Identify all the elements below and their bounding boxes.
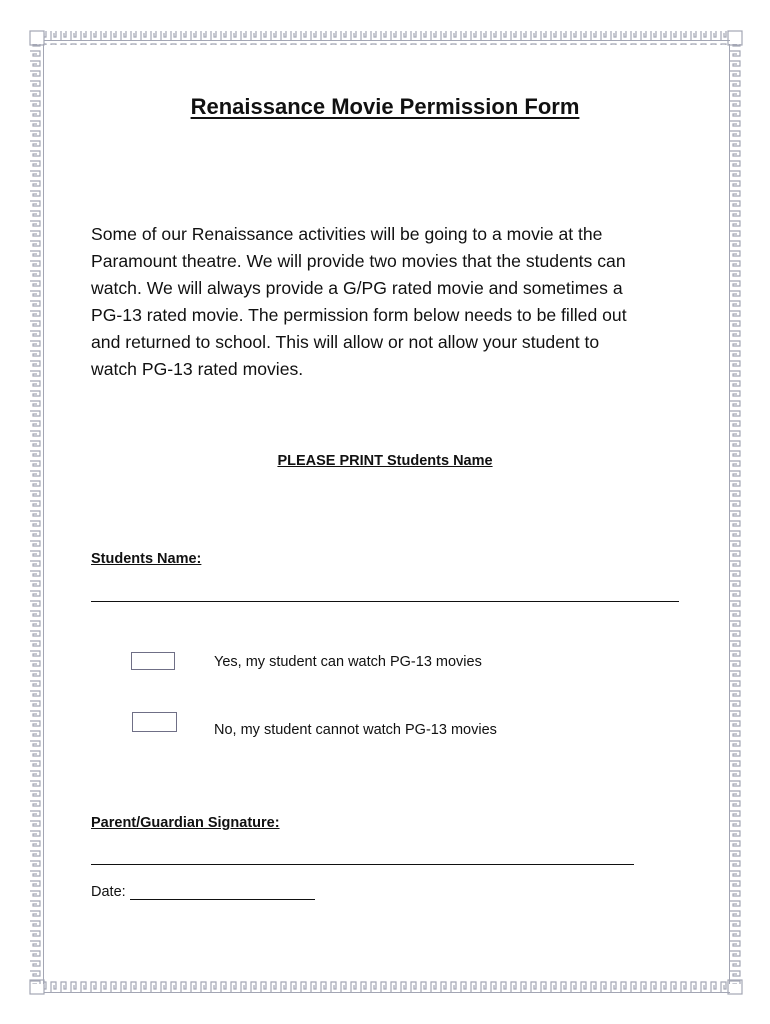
border-corner-tl [30,31,44,45]
date-label: Date: [91,884,126,900]
intro-line: watch PG-13 rated movies. [91,359,304,379]
intro-paragraph [91,221,691,383]
yes-checkbox[interactable] [131,652,175,670]
signature-line[interactable] [91,864,634,865]
student-name-line[interactable] [91,601,679,602]
no-option-label: No, my student cannot watch PG-13 movies [214,722,497,738]
page-title: Renaissance Movie Permission Form [190,94,580,119]
student-name-label: Students Name: [91,551,202,567]
border-left [30,44,44,984]
intro-line: Some of our Renaissance activities will be going to a movie at the [91,224,603,244]
intro-line: PG-13 rated movie. The permission form below needs to be filled out [91,305,627,325]
intro-line: and returned to school. This will allow or not allow your student to [91,332,600,352]
no-checkbox[interactable] [132,712,177,732]
intro-line: watch. We will always provide a G/PG rated movie and sometimes a [91,278,623,298]
border-corner-tr [728,31,742,45]
yes-option-label: Yes, my student can watch PG-13 movies [214,654,482,670]
border-right [728,44,742,984]
signature-label: Parent/Guardian Signature: [91,815,280,831]
border-top [44,31,730,45]
print-instruction-heading: PLEASE PRINT Students Name [277,453,493,469]
date-row [91,883,315,900]
intro-line: Paramount theatre. We will provide two movies that the students can [91,251,626,271]
border-bottom [44,980,730,994]
date-line[interactable] [130,883,315,900]
